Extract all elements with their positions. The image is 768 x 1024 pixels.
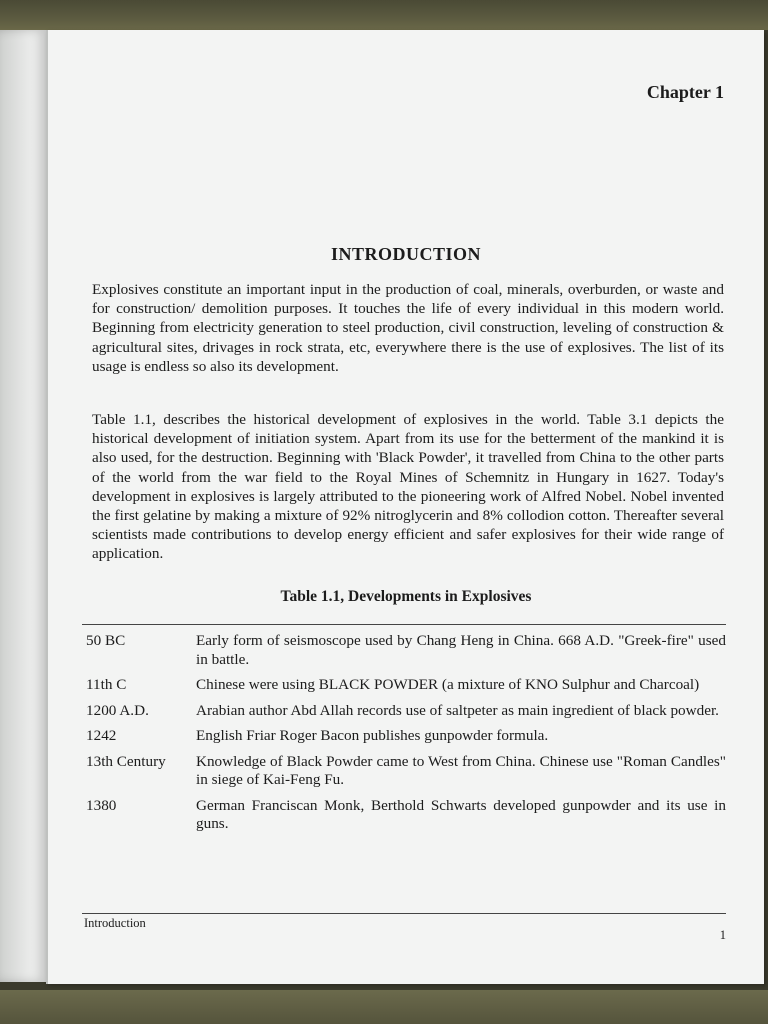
row-year: 13th Century: [86, 752, 166, 770]
row-year: 1242: [86, 727, 117, 744]
row-year: 1200 A.D.: [86, 701, 149, 719]
row-year: 1380: [86, 796, 117, 814]
book-page: [46, 30, 764, 984]
row-event: Arabian author Abd Allah records use of saltpeter as main ingredient of black powder.: [196, 701, 719, 719]
row-event: Knowledge of Black Powder came to West from China. Chinese use "Roman Candles" in siege of Kai-Feng Fu.: [196, 752, 726, 788]
table-row: [86, 797, 726, 834]
row-year: 11th C: [86, 676, 127, 693]
paragraph-1: Explosives constitute an important input in the production of coal, minerals, overburden, or waste and for construction/ demolition purposes. It touches the life of every individual in this modern world. Beginning from electricity generation to steel production, civil construction, leveling of construction & agricultural sites, drivages in rock strata, etc, everywhere there is the use of explosives. The list of its usage is endless so also its development.: [92, 281, 724, 375]
footer-rule: [82, 913, 726, 914]
page-title: INTRODUCTION: [330, 244, 482, 264]
table-row: [86, 676, 726, 695]
row-event: English Friar Roger Bacon publishes gunpowder formula.: [196, 727, 549, 744]
row-event: German Franciscan Monk, Berthold Schwarts developed gunpowder and its use in guns.: [196, 796, 726, 832]
table-body: [86, 632, 726, 841]
paragraph-2: Table 1.1, describes the historical development of explosives in the world. Table 3.1 depicts the historical development of initiation system. Apart from its use for the betterment of the mankind it is also used, for the destruction. Beginning with 'Black Powder', it travelled from China to the other parts of the world from the war field to the Royal Mines of Schemnitz in Hungary in 1627. Today's development in explosives is largely attributed to the pioneering work of Alfred Nobel. Nobel invented the first gelatine by making a mixture of 92% nitroglycerin and 8% collodion cotton. Thereafter several scientists made contributions to develop energy efficient and safer explosives for their wide range of application.: [92, 411, 724, 563]
table-surface-top: [0, 0, 768, 30]
table-row: [86, 727, 726, 746]
row-event: Early form of seismoscope used by Chang Heng in China. 668 A.D. "Greek-fire" used in battle.: [196, 632, 726, 668]
left-page-edge: [0, 30, 46, 982]
row-year: 50 BC: [86, 632, 126, 649]
table-row: [86, 632, 726, 669]
table-surface-bottom: [0, 990, 768, 1024]
table-row: [86, 702, 726, 721]
table-row: [86, 753, 726, 790]
table-top-rule: [82, 624, 726, 625]
row-event: Chinese were using BLACK POWDER (a mixture of KNO Sulphur and Charcoal): [196, 676, 700, 693]
page-number: 1: [719, 928, 726, 942]
chapter-heading: Chapter 1: [646, 82, 724, 102]
table-caption: Table 1.1, Developments in Explosives: [280, 588, 532, 605]
footer-section-label: Introduction: [84, 916, 146, 930]
